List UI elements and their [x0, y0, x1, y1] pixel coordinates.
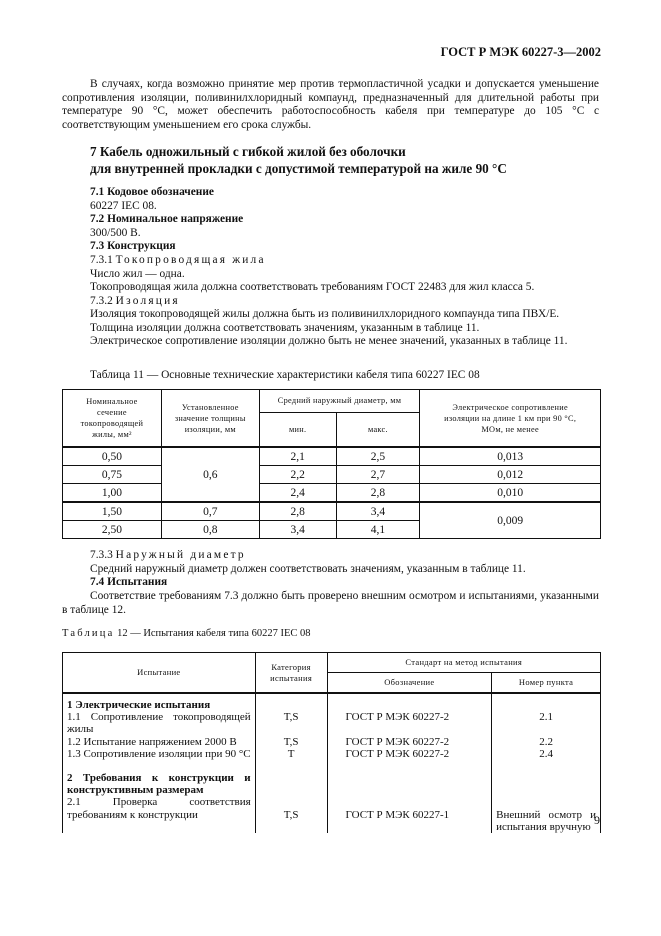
cell-resistance: 0,009	[420, 502, 601, 539]
h-res-2: изоляции на длине 1 км при 90 °С,	[444, 413, 577, 423]
cell-thickness: 0,6	[161, 447, 259, 502]
s72-text: 300/500 В.	[90, 226, 141, 239]
table-row	[63, 484, 601, 503]
intro-paragraph: В случаях, когда возможно принятие мер против термопластичной усадки и допускается уменьшение сопротивления изоляции, поливинилхлоридный компаунд, предназначенный для длительной работы при температуре 90 °С, может обеспечить работоспособность кабеля при температуре до 105 °С с соответствующим уменьшением его срока службы.	[62, 78, 599, 131]
h-cat-2: испытания	[270, 672, 313, 683]
cell-thickness: 0,8	[161, 521, 259, 539]
h-cat-1: Категория	[271, 661, 311, 672]
h-res-1: Электрическое сопротивление	[452, 402, 568, 412]
r3-std: ГОСТ Р МЭК 60227-2	[345, 747, 450, 760]
s733-title: Наружный диаметр	[115, 549, 246, 561]
cell-min: 2,1	[259, 447, 336, 466]
h-res-3: МОм, не менее	[481, 424, 539, 434]
table11-caption: Таблица 11 — Основные технические характеристики кабеля типа 60227 IEC 08	[90, 369, 480, 381]
r2-test: 1.2 Испытание напряжением 2000 В	[67, 735, 237, 748]
s73-title: 7.3 Конструкция	[90, 240, 176, 253]
cell-resistance: 0,013	[420, 447, 601, 466]
table11-header-resistance	[420, 390, 601, 448]
section-7-title-line2: для внутренней прокладки с допустимой температурой на жиле 90 °С	[90, 161, 507, 176]
r2-std: ГОСТ Р МЭК 60227-2	[345, 735, 450, 748]
cell-test	[63, 693, 256, 833]
h-section-4: жилы, мм²	[92, 430, 132, 439]
section-7-title-line1: 7 Кабель одножильный с гибкой жилой без оболочки	[90, 144, 406, 159]
s733-number: 7.3.3	[90, 549, 113, 561]
table12-caption-rest: 12 — Испытания кабеля типа 60227 IEC 08	[117, 628, 311, 639]
section-7-heading	[90, 143, 610, 177]
r2-clause: 2.2	[539, 735, 553, 748]
table-12	[62, 652, 601, 833]
cell-section: 0,50	[63, 447, 162, 466]
section-7-body	[90, 186, 600, 308]
cell-max: 3,4	[336, 502, 420, 521]
table12-header-clause: Номер пункта	[492, 673, 601, 694]
table12-header-category	[255, 653, 327, 694]
group2-title: 2 Требования к конструкции и конструктивным размерам	[67, 772, 251, 797]
cell-resistance: 0,010	[420, 484, 601, 503]
cell-min: 2,8	[259, 502, 336, 521]
cell-section: 1,00	[63, 484, 162, 503]
cell-min: 2,2	[259, 466, 336, 484]
s732-heading	[90, 295, 600, 309]
s732-p3: Электрическое сопротивление изоляции должно быть не менее значений, указанных в таблице 11.	[90, 335, 568, 348]
table11-header-max: макс.	[336, 412, 420, 447]
r3-test: 1.3 Сопротивление изоляции при 90 °С	[67, 747, 251, 760]
r1-std: ГОСТ Р МЭК 60227-2	[345, 711, 450, 724]
table12-caption	[62, 628, 311, 639]
s72-title: 7.2 Номинальное напряжение	[90, 213, 244, 226]
s732-title: Изоляция	[115, 294, 180, 307]
s74-title: 7.4 Испытания	[90, 576, 168, 589]
s74-text: Соответствие требованиям 7.3 должно быть проверено внешним осмотром и испытаниями, указанными в таблице 12.	[62, 590, 599, 616]
table-11	[62, 389, 601, 539]
cell-section: 0,75	[63, 466, 162, 484]
table11-header-min: мин.	[259, 412, 336, 447]
r1-clause: 2.1	[539, 711, 553, 724]
cell-max: 2,8	[336, 484, 420, 503]
r4-std: ГОСТ Р МЭК 60227-1	[345, 808, 450, 821]
table11-header-section	[63, 390, 162, 448]
cell-section: 1,50	[63, 502, 162, 521]
table-row	[63, 447, 601, 466]
s71-title: 7.1 Кодовое обозначение	[90, 186, 214, 198]
table12-caption-word: Таблица	[62, 628, 115, 639]
table-row	[63, 693, 601, 833]
table12-header-test: Испытание	[63, 653, 256, 694]
h-section-2: сечение	[97, 408, 127, 417]
cell-category	[255, 693, 327, 833]
group1-title: 1 Электрические испытания	[67, 699, 211, 711]
s732-p2: Толщина изоляции должна соответствовать значениям, указанным в таблице 11.	[90, 321, 480, 334]
r1-cat: T,S	[283, 711, 299, 724]
page-number: 9	[594, 813, 600, 827]
table11-header-diameter: Средний наружный диаметр, мм	[259, 390, 420, 413]
cell-clause	[492, 693, 601, 833]
h-thick-3: изоляции, мм	[184, 424, 236, 434]
r4-cat: T,S	[283, 808, 299, 821]
table12-header-standard: Стандарт на метод испытания	[327, 653, 600, 673]
cell-min: 3,4	[259, 521, 336, 539]
page-header: ГОСТ Р МЭК 60227-3—2002	[440, 45, 601, 59]
cell-designation	[327, 693, 492, 833]
s732-number: 7.3.2	[90, 294, 113, 307]
r2-cat: T,S	[283, 735, 299, 748]
s731-p1: Число жил — одна.	[90, 267, 185, 280]
s71-text: 60227 IEC 08.	[90, 199, 157, 212]
cell-max: 4,1	[336, 521, 420, 539]
r1-test: 1.1 Сопротивление токопроводящей жилы	[67, 711, 251, 736]
table11-header-thickness	[161, 390, 259, 448]
table12-header-row	[63, 653, 601, 673]
r4-clause: Внешний осмотр и испытания вручную	[496, 808, 596, 833]
table-row	[63, 502, 601, 521]
s731-title: Токопроводящая жила	[115, 253, 266, 266]
r3-clause: 2.4	[539, 747, 553, 760]
s732-body	[62, 308, 599, 349]
h-section-1: Номинальное	[86, 397, 138, 406]
cell-min: 2,4	[259, 484, 336, 503]
h-thick-2: значение толщины	[174, 413, 246, 423]
cell-resistance: 0,012	[420, 466, 601, 484]
table-row	[63, 466, 601, 484]
r4-test: 2.1 Проверка соответствия требованиям к конструкции	[67, 796, 251, 821]
r3-cat: T	[287, 747, 295, 760]
s731-heading	[90, 254, 600, 268]
h-thick-1: Установленное	[181, 402, 239, 412]
table11-header-row	[63, 390, 601, 413]
cell-section: 2,50	[63, 521, 162, 539]
s733-block	[90, 549, 600, 590]
h-section-3: токопроводящей	[80, 419, 144, 428]
table12-header-designation: Обозначение	[327, 673, 492, 694]
s733-heading	[90, 549, 600, 563]
cell-max: 2,7	[336, 466, 420, 484]
s733-text: Средний наружный диаметр должен соответствовать значениям, указанным в таблице 11.	[90, 562, 526, 575]
s731-number: 7.3.1	[90, 253, 113, 266]
cell-thickness: 0,7	[161, 502, 259, 521]
s731-p2: Токопроводящая жила должна соответствовать требованиям ГОСТ 22483 для жил класса 5.	[90, 281, 535, 294]
s732-p1: Изоляция токопроводящей жилы должна быть из поливинилхлоридного компаунда типа ПВХ/Е.	[90, 308, 560, 320]
cell-max: 2,5	[336, 447, 420, 466]
